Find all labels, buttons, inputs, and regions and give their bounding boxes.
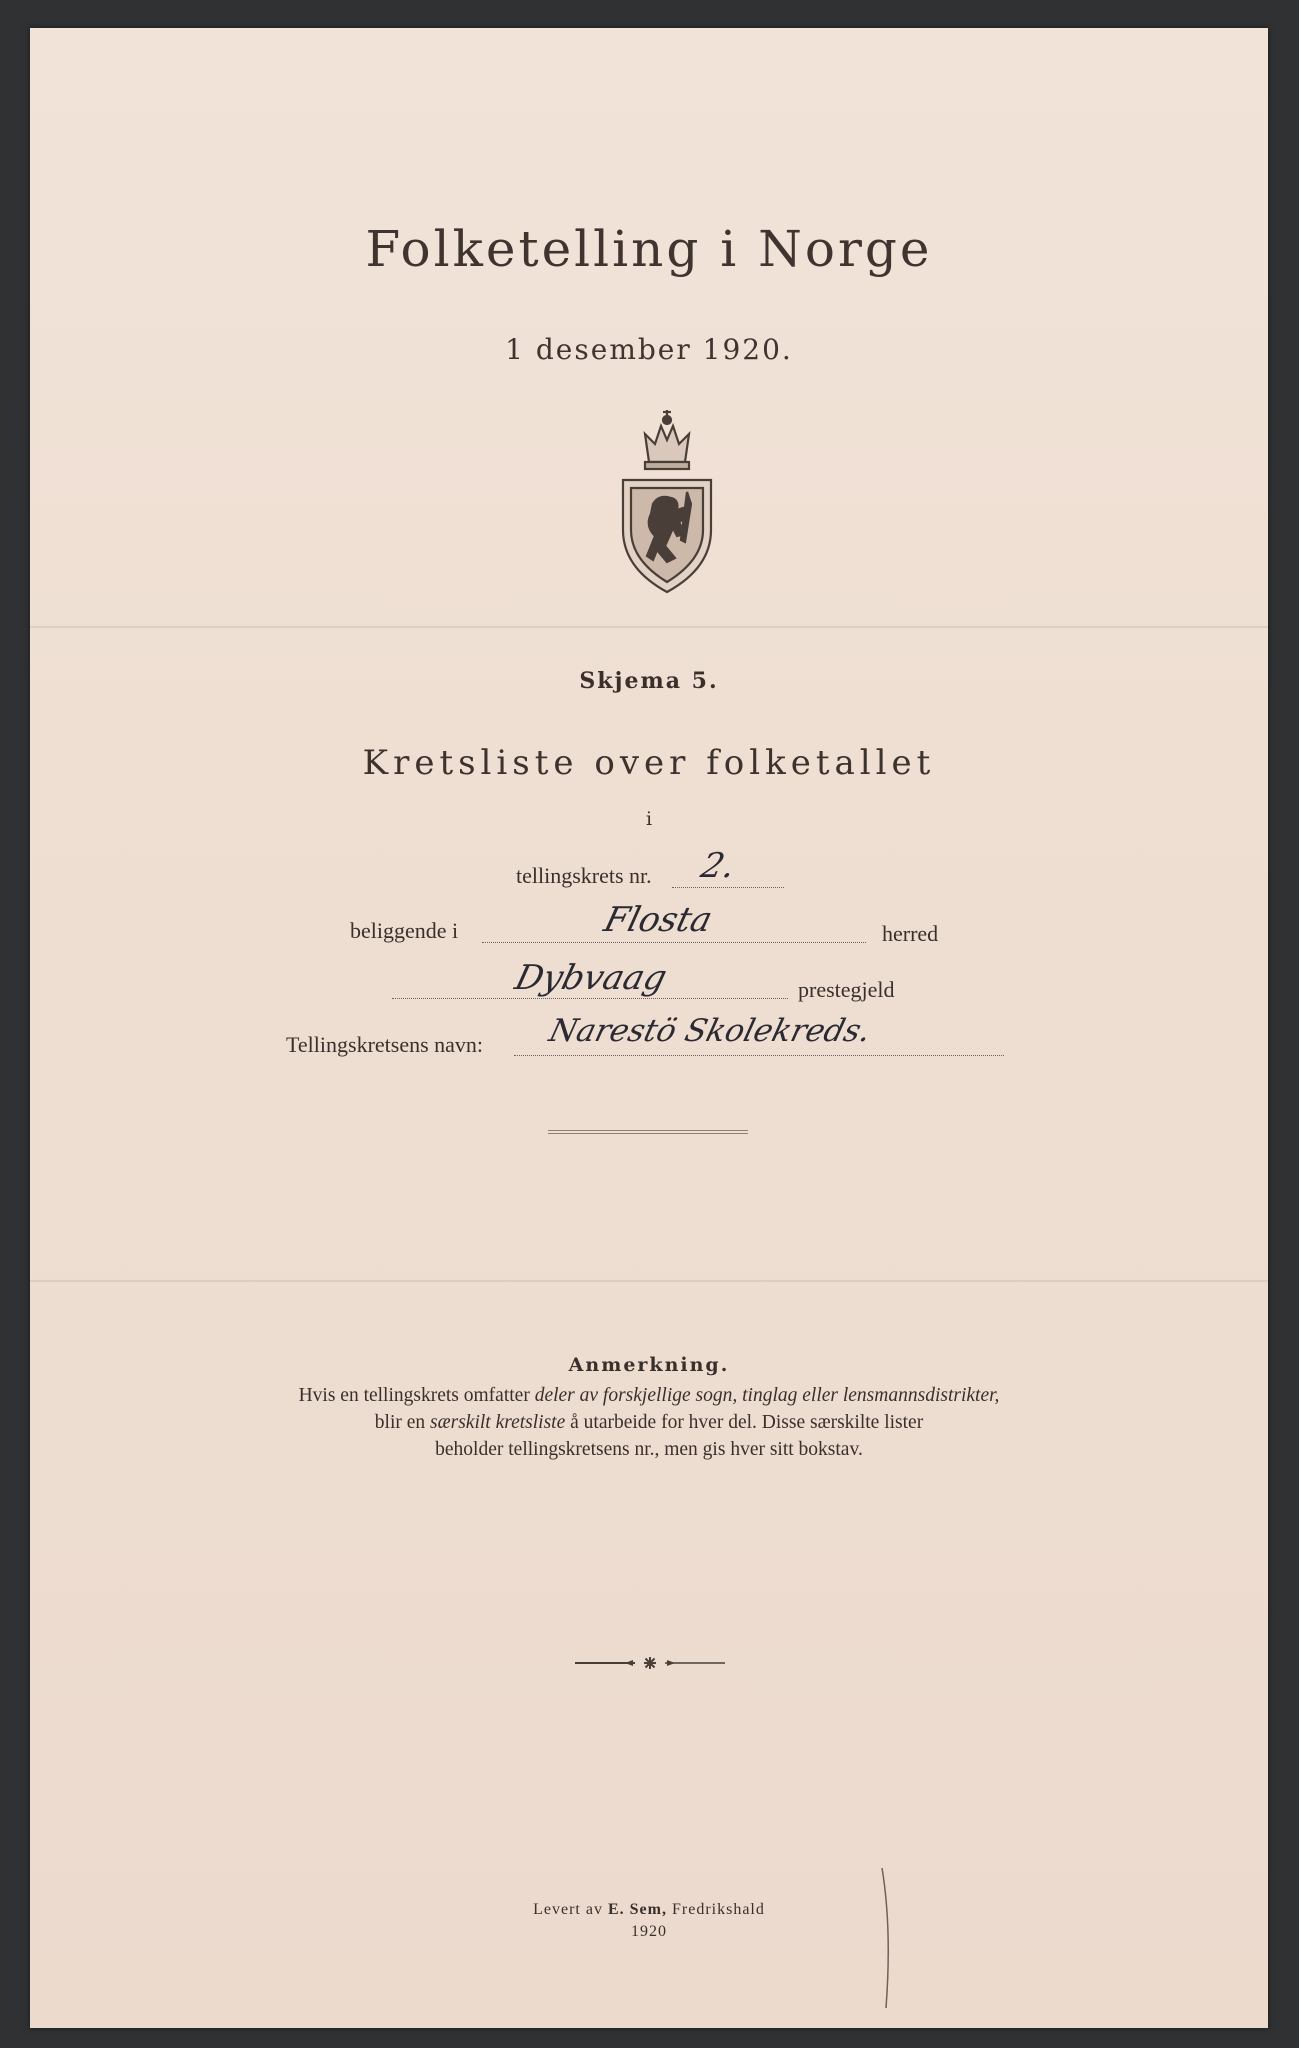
- pencil-mark: [880, 1868, 894, 2008]
- note-line-3: beholder tellingskretsens nr., men gis hver sitt bokstav.: [435, 1439, 863, 1460]
- kretsnavn-label: Tellingskretsens navn:: [286, 1032, 484, 1057]
- printer-credit: Levert av E. Sem, Fredrikshald: [533, 1901, 765, 1918]
- section-divider: [548, 1130, 748, 1131]
- paper-fold: [30, 1280, 1268, 1282]
- kretsnavn-line: [514, 1055, 1004, 1056]
- beliggende-line: [482, 942, 866, 943]
- tellingskrets-label: tellingskrets nr.: [516, 863, 652, 888]
- prestegjeld-line: [392, 998, 788, 999]
- connector-text: i: [645, 808, 653, 830]
- note-line-2: blir en særskilt kretsliste å utarbeide for hver del. Disse særskilte lister: [374, 1412, 924, 1433]
- section-divider: [548, 1133, 748, 1134]
- prestegjeld-value: Dybvaag: [511, 958, 671, 998]
- note-heading: Anmerkning.: [568, 1354, 730, 1376]
- herred-label: herred: [882, 921, 939, 946]
- beliggende-value: Flosta: [600, 900, 717, 940]
- ornament-divider-icon: [575, 1656, 725, 1670]
- tellingskrets-value: 2.: [697, 846, 740, 886]
- prestegjeld-label: prestegjeld: [798, 977, 895, 1002]
- schema-number: Skjema 5.: [579, 668, 719, 694]
- note-line-1: Hvis en tellingskrets omfatter deler av forskjellige sogn, tinglag eller lensmannsdistrikter,: [298, 1385, 1000, 1406]
- census-date: 1 desember 1920.: [505, 333, 793, 366]
- kretsnavn-value: Narestö Skolekreds.: [545, 1013, 875, 1049]
- norwegian-coat-of-arms-icon: [593, 400, 741, 600]
- beliggende-label: beliggende i: [350, 918, 459, 943]
- paper-fold: [30, 626, 1268, 628]
- tellingskrets-line: [672, 887, 784, 888]
- form-title: Folketelling i Norge: [365, 220, 933, 278]
- census-form-page: [30, 28, 1268, 2028]
- printer-year: 1920: [631, 1923, 667, 1940]
- form-subtitle: Kretsliste over folketallet: [362, 743, 936, 783]
- note-body: [30, 1382, 1268, 1463]
